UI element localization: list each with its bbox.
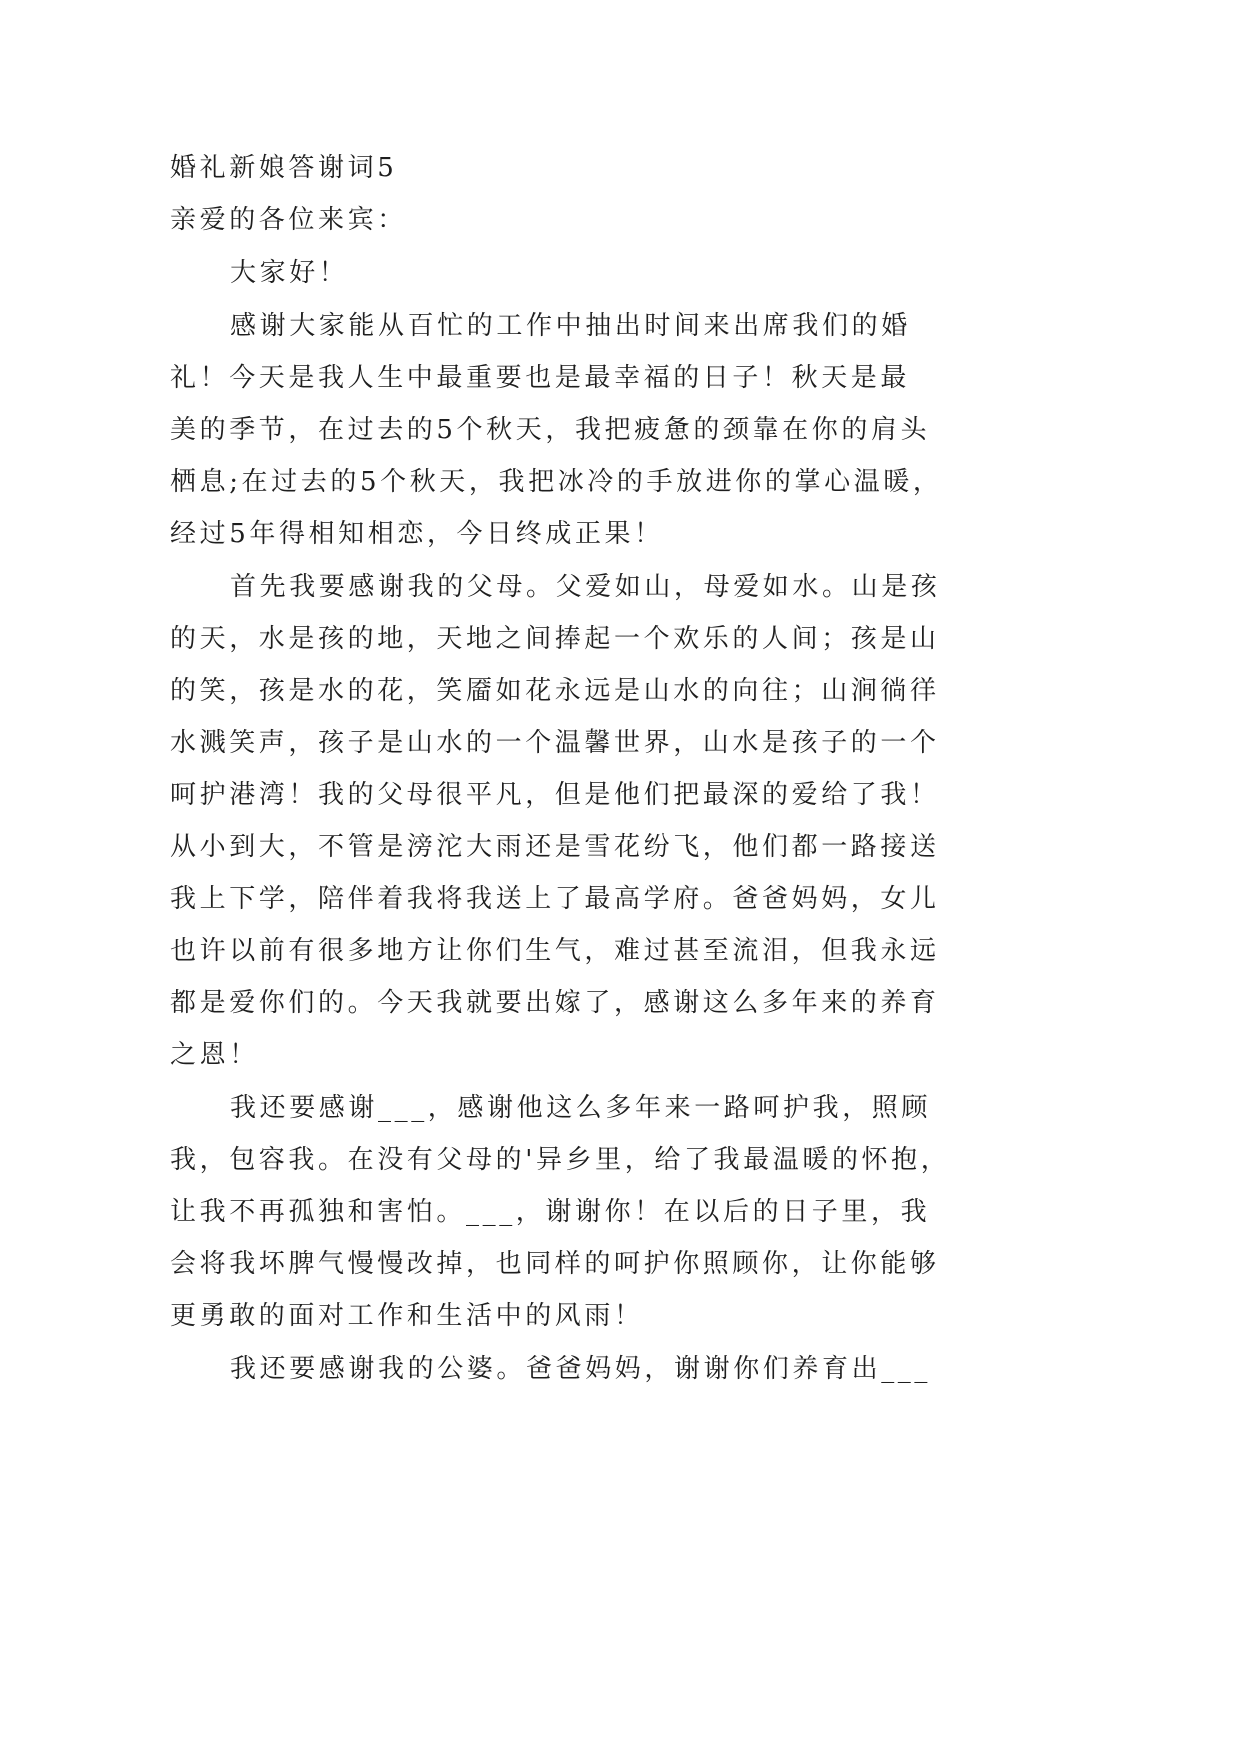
text-line: 呵护港湾！我的父母很平凡，但是他们把最深的爱给了我！ (170, 780, 940, 810)
text-line: 会将我坏脾气慢慢改掉，也同样的呵护你照顾你，让你能够 (170, 1249, 940, 1279)
text-line: 之恩！ (170, 1040, 259, 1070)
text-line: 礼！今天是我人生中最重要也是最幸福的日子！秋天是最 (170, 363, 911, 393)
paragraph-thanks-guests (170, 300, 1070, 560)
text-line: 栖息;在过去的5个秋天，我把冰冷的手放进你的掌心温暖， (170, 467, 943, 497)
text-line: 我还要感谢___，感谢他这么多年来一路呵护我，照顾 (230, 1093, 932, 1123)
text-line: 我上下学，陪伴着我将我送上了最高学府。爸爸妈妈，女儿 (170, 884, 940, 914)
text-line: 也许以前有很多地方让你们生气，难过甚至流泪，但我永远 (170, 936, 940, 966)
paragraph-thanks-parents (170, 561, 1070, 1081)
text-line: 水溅笑声，孩子是山水的一个温馨世界，山水是孩子的一个 (170, 728, 940, 758)
document-title: 婚礼新娘答谢词5 (170, 153, 398, 183)
text-line: 我，包容我。在没有父母的'异乡里，给了我最温暖的怀抱， (170, 1145, 951, 1175)
text-line: 大家好！ (230, 258, 349, 288)
paragraph-thanks-in-laws (170, 1343, 1070, 1395)
text-line: 更勇敢的面对工作和生活中的风雨！ (170, 1301, 644, 1331)
text-line: 从小到大，不管是滂沱大雨还是雪花纷飞，他们都一路接送 (170, 832, 940, 862)
text-line: 美的季节，在过去的5个秋天，我把疲惫的颈靠在你的肩头 (170, 415, 931, 445)
text-line: 经过5年得相知相恋，今日终成正果！ (170, 519, 664, 549)
salutation: 亲爱的各位来宾： (170, 205, 407, 235)
text-line: 都是爱你们的。今天我就要出嫁了，感谢这么多年来的养育 (170, 988, 940, 1018)
text-line: 让我不再孤独和害怕。___，谢谢你！在以后的日子里，我 (170, 1197, 931, 1227)
document-page (170, 142, 1070, 1396)
paragraph-thanks-groom (170, 1082, 1070, 1342)
text-line: 的天，水是孩的地，天地之间捧起一个欢乐的人间；孩是山 (170, 624, 940, 654)
text-line: 感谢大家能从百忙的工作中抽出时间来出席我们的婚 (230, 311, 911, 341)
text-line: 我还要感谢我的公婆。爸爸妈妈，谢谢你们养育出___ (230, 1354, 932, 1384)
paragraph-greeting (170, 247, 1070, 299)
text-line: 的笑，孩是水的花，笑靥如花永远是山水的向往；山涧徜徉 (170, 676, 940, 706)
text-line: 首先我要感谢我的父母。父爱如山，母爱如水。山是孩 (230, 572, 941, 602)
